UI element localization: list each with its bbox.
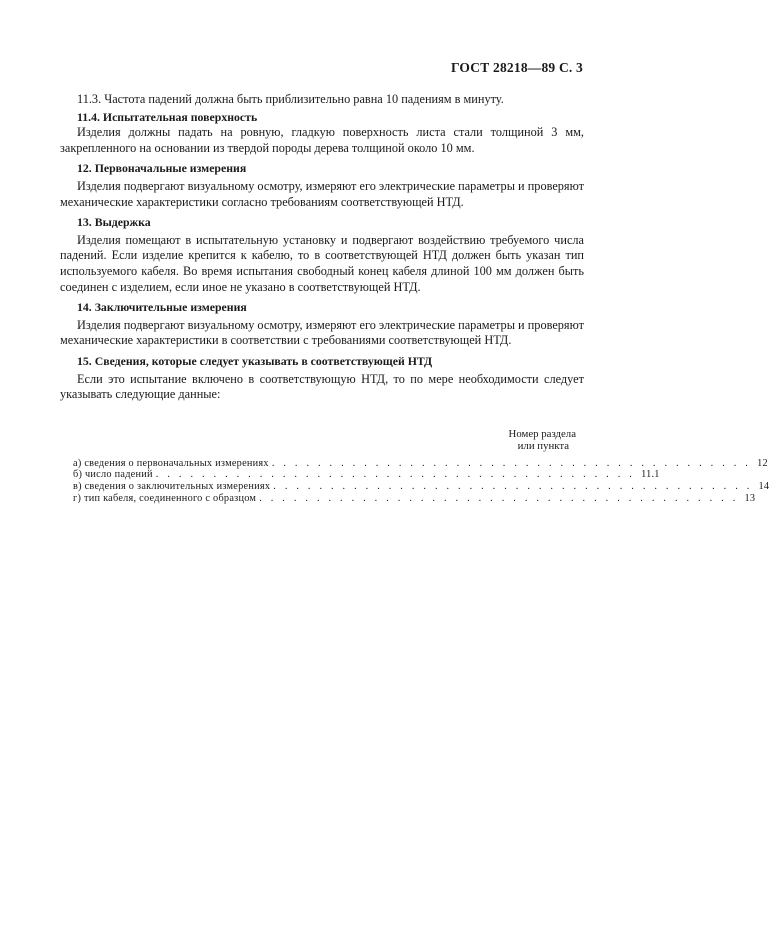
paragraph-11-3: 11.3. Частота падений должна быть приблизительно равна 10 падениям в минуту. bbox=[77, 92, 504, 106]
toc-row bbox=[60, 493, 756, 505]
toc-item-number: 14 bbox=[758, 481, 769, 493]
paragraph-13: Изделия помещают в испытательную установку и подвергают воздействию требуемого числа падений. Если изделие крепится к кабелю, то в соответствующей НТД должен быть указан тип используемого кабеля. Во время испытания свободный конец кабеля длиной 100 мм должен быть соединен с изделием, если иное не указано в соответствующей НТД. bbox=[60, 232, 584, 294]
toc-item-number: 13 bbox=[744, 493, 756, 505]
toc-label-line2: или пункта bbox=[517, 439, 569, 452]
paragraph-15: Если это испытание включено в соответствующую НТД, то по мере необходимости следует указывать следующие данные: bbox=[60, 371, 584, 402]
heading-15: 15. Сведения, которые следует указывать в соответствующей НТД bbox=[77, 353, 433, 368]
toc-label-line1: Номер раздела bbox=[508, 427, 576, 440]
toc-item-text: в) сведения о заключительных измерениях bbox=[73, 481, 271, 493]
paragraph-11-4: Изделия должны падать на ровную, гладкую поверхность листа стали толщиной 3 мм, закрепленного на основании из твердой породы дерева толщиной около 10 мм. bbox=[60, 125, 584, 155]
toc-item-text: г) тип кабеля, соединенного с образцом bbox=[73, 493, 257, 505]
paragraph-14: Изделия подвергают визуальному осмотру, измеряют его электрические параметры и проверяют механические характеристики в соответствии с требованиями соответствующей НТД. bbox=[60, 317, 584, 348]
toc-leader-dots: . . . . . . . . . . . . . . . . . . . . . . . . . . . . . . . . . . . . . . . . . . bbox=[273, 481, 753, 493]
toc-list bbox=[60, 457, 769, 505]
toc-item-number: 11.1 bbox=[641, 469, 660, 481]
toc-row bbox=[60, 469, 660, 481]
toc-item-text: а) сведения о первоначальных измерениях bbox=[73, 457, 269, 469]
heading-14: 14. Заключительные измерения bbox=[77, 300, 247, 315]
heading-11-4: 11.4. Испытательная поверхность bbox=[77, 109, 258, 124]
toc-leader-dots: . . . . . . . . . . . . . . . . . . . . . . . . . . . . . . . . . . . . . . . . . . bbox=[155, 469, 636, 481]
document-body bbox=[60, 92, 769, 505]
paragraph-12: Изделия подвергают визуальному осмотру, измеряют его электрические параметры и проверяют механические характеристики согласно требованиям соответствующей НТД. bbox=[60, 178, 584, 209]
page-header: ГОСТ 28218—89 С. 3 bbox=[450, 60, 583, 75]
toc-column-label bbox=[60, 428, 584, 452]
toc-item-number: 12 bbox=[757, 457, 768, 469]
toc-row bbox=[60, 481, 769, 493]
toc-item-text: б) число падений bbox=[73, 469, 153, 481]
toc-row bbox=[60, 457, 768, 470]
heading-12: 12. Первоначальные измерения bbox=[77, 161, 247, 176]
toc-leader-dots: . . . . . . . . . . . . . . . . . . . . . . . . . . . . . . . . . . . . . . . . . . bbox=[259, 493, 739, 505]
heading-13: 13. Выдержка bbox=[77, 215, 151, 230]
toc-leader-dots: . . . . . . . . . . . . . . . . . . . . . . . . . . . . . . . . . . . . . . . . . . bbox=[271, 457, 752, 469]
